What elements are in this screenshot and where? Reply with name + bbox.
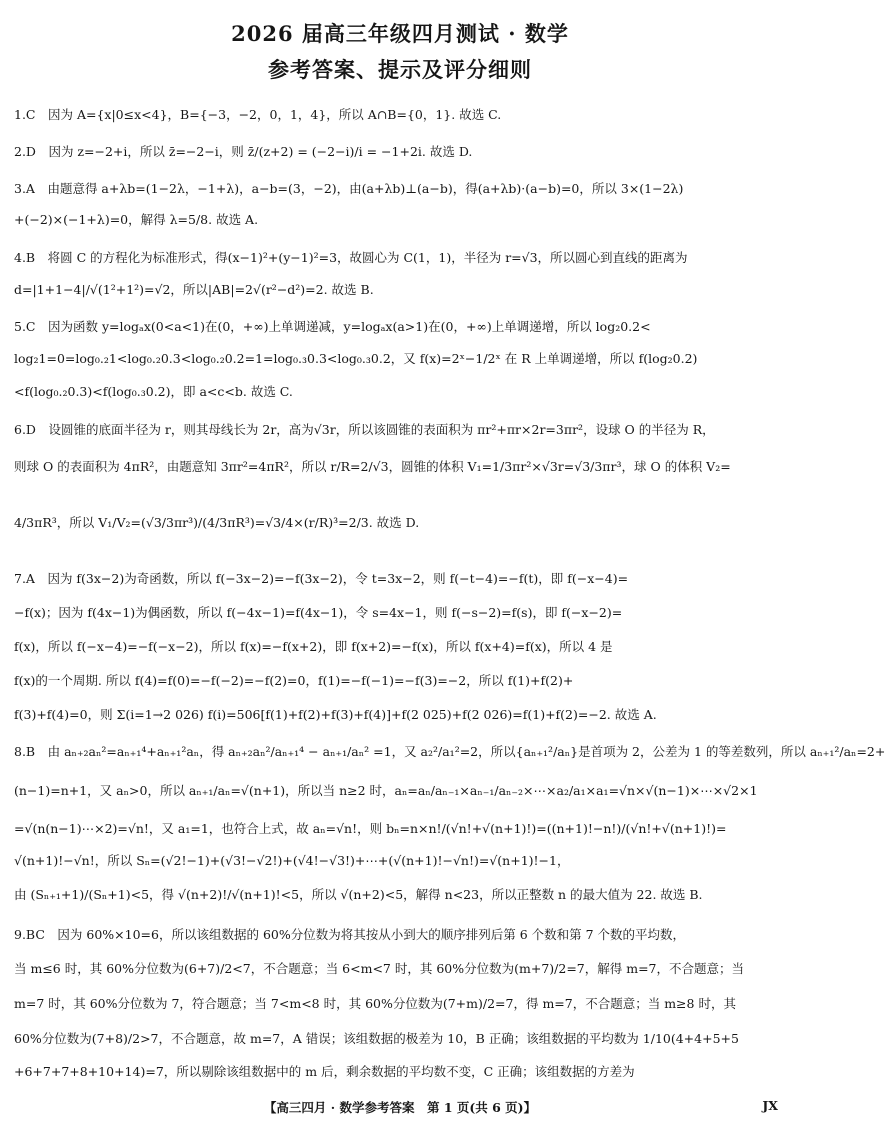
- text-line: 5.C 因为函数 y=logₐx(0<a<1)在(0，+∞)上单调递减，y=logₐx(a>1)在(0，+∞)上单调递增，所以 log₂0.2<: [14, 319, 651, 334]
- text-line: 6.D 设圆锥的底面半径为 r，则其母线长为 2r，高为√3r，所以该圆锥的表面积为 πr²+πr×2r=3πr²，设球 O 的半径为 R，: [14, 422, 715, 437]
- text-line: d=|1+1−4|/√(1²+1²)=√2，所以|AB|=2√(r²−d²)=2. 故选 B.: [14, 282, 374, 297]
- text-line: (n−1)=n+1，又 aₙ>0，所以 aₙ₊₁/aₙ=√(n+1)，所以当 n≥2 时，aₙ=aₙ/aₙ₋₁×aₙ₋₁/aₙ₋₂×⋯×a₂/a₁×a₁=√n×√(n−1)×⋯×√2×1: [14, 783, 758, 798]
- text-line: 4/3πR³，所以 V₁/V₂=(√3/3πr³)/(4/3πR³)=√3/4×(r/R)³=2/3. 故选 D.: [14, 515, 420, 530]
- text-line: 则球 O 的表面积为 4πR²，由题意知 3πr²=4πR²，所以 r/R=2/√3，圆锥的体积 V₁=1/3πr²×√3r=√3/3πr³，球 O 的体积 V₂=: [14, 459, 731, 474]
- text-line: 7.A 因为 f(3x−2)为奇函数，所以 f(−3x−2)=−f(3x−2)，令 t=3x−2，则 f(−t−4)=−f(t)，即 f(−x−4)=: [14, 571, 629, 586]
- text-line: 由 (Sₙ₊₁+1)/(Sₙ+1)<5，得 √(n+2)!/√(n+1)!<5，所以 √(n+2)<5，解得 n<23，所以正整数 n 的最大值为 22. 故选 B.: [14, 887, 703, 902]
- text-line: √(n+1)!−√n!，所以 Sₙ=(√2!−1)+(√3!−√2!)+(√4!−√3!)+⋯+(√(n+1)!−√n!)=√(n+1)!−1，: [14, 853, 570, 868]
- text-line: f(x)的一个周期. 所以 f(4)=f(0)=−f(−2)=−f(2)=0，f(1)=−f(−1)=−f(3)=−2，所以 f(1)+f(2)+: [14, 673, 574, 688]
- text-line: +6+7+7+8+10+14)=7，所以剔除该组数据中的 m 后，剩余数据的平均数不变，C 正确；该组数据的方差为: [14, 1064, 635, 1079]
- text-line: +(−2)×(−1+λ)=0，解得 λ=5/8. 故选 A.: [14, 212, 259, 227]
- text-line: 1.C 因为 A={x|0≤x<4}，B={−3，−2，0，1，4}，所以 A∩B={0，1}. 故选 C.: [14, 107, 502, 122]
- text-line: f(3)+f(4)=0，则 Σ(i=1→2 026) f(i)=506[f(1)+f(2)+f(3)+f(4)]+f(2 025)+f(2 026)=f(1)+f(2)=−2. 故选 A.: [14, 707, 657, 722]
- text-line: 8.B 由 aₙ₊₂aₙ²=aₙ₊₁⁴+aₙ₊₁²aₙ，得 aₙ₊₂aₙ²/aₙ₊₁⁴ − aₙ₊₁/aₙ² =1，又 a₂²/a₁²=2，所以{aₙ₊₁²/aₙ}是首项为 2，公差为 1 的等差数列，所以 aₙ₊₁²/aₙ=2+: [14, 744, 885, 759]
- text-line: f(x)，所以 f(−x−4)=−f(−x−2)，所以 f(x)=−f(x+2)，即 f(x+2)=−f(x)，所以 f(x+4)=f(x)，所以 4 是: [14, 639, 613, 654]
- footer-code: JX: [762, 1098, 778, 1113]
- text-line: m=7 时，其 60%分位数为 7，符合题意；当 7<m<8 时，其 60%分位数为(7+m)/2=7，得 m=7，不合题意；当 m≥8 时，其: [14, 996, 736, 1011]
- text-line: −f(x)；因为 f(4x−1)为偶函数，所以 f(−4x−1)=f(4x−1)，令 s=4x−1，则 f(−s−2)=f(s)，即 f(−x−2)=: [14, 605, 623, 620]
- text-line: 4.B 将圆 C 的方程化为标准形式，得(x−1)²+(y−1)²=3，故圆心为 C(1，1)，半径为 r=√3，所以圆心到直线的距离为: [14, 250, 688, 265]
- text-line: 60%分位数为(7+8)/2>7，不合题意，故 m=7，A 错误；该组数据的极差为 10，B 正确；该组数据的平均数为 1/10(4+4+5+5: [14, 1031, 739, 1046]
- text-line: log₂1=0=log₀.₂1<log₀.₂0.3<log₀.₂0.2=1=log₀.₃0.3<log₀.₃0.2，又 f(x)=2ˣ−1/2ˣ 在 R 上单调递增，所以 f(log₂0.2): [14, 351, 698, 366]
- text-line: <f(log₀.₂0.3)<f(log₀.₃0.2)，即 a<c<b. 故选 C.: [14, 384, 293, 399]
- text-line: 当 m≤6 时，其 60%分位数为(6+7)/2<7，不合题意；当 6<m<7 时，其 60%分位数为(m+7)/2=7，解得 m=7，不合题意；当: [14, 961, 744, 976]
- text-line: 3.A 由题意得 a+λb=(1−2λ，−1+λ)，a−b=(3，−2)，由(a+λb)⊥(a−b)，得(a+λb)·(a−b)=0，所以 3×(1−2λ): [14, 181, 684, 196]
- text-line: 2.D 因为 z=−2+i，所以 z̄=−2−i，则 z̄/(z+2) = (−2−i)/i = −1+2i. 故选 D.: [14, 144, 473, 159]
- page-title: 2026 届高三年级四月测试 · 数学: [231, 21, 569, 46]
- page-footer: 【高三四月 · 数学参考答案 第 1 页(共 6 页)】: [263, 1100, 537, 1115]
- text-line: 9.BC 因为 60%×10=6，所以该组数据的 60%分位数为将其按从小到大的顺序排列后第 6 个数和第 7 个数的平均数，: [14, 927, 686, 942]
- page-subtitle: 参考答案、提示及评分细则: [268, 57, 532, 82]
- text-line: =√(n(n−1)⋯×2)=√n!，又 a₁=1，也符合上式，故 aₙ=√n!，则 bₙ=n×n!/(√n!+√(n+1)!)=((n+1)!−n!)/(√n!+√(n+1)!)=: [14, 821, 727, 836]
